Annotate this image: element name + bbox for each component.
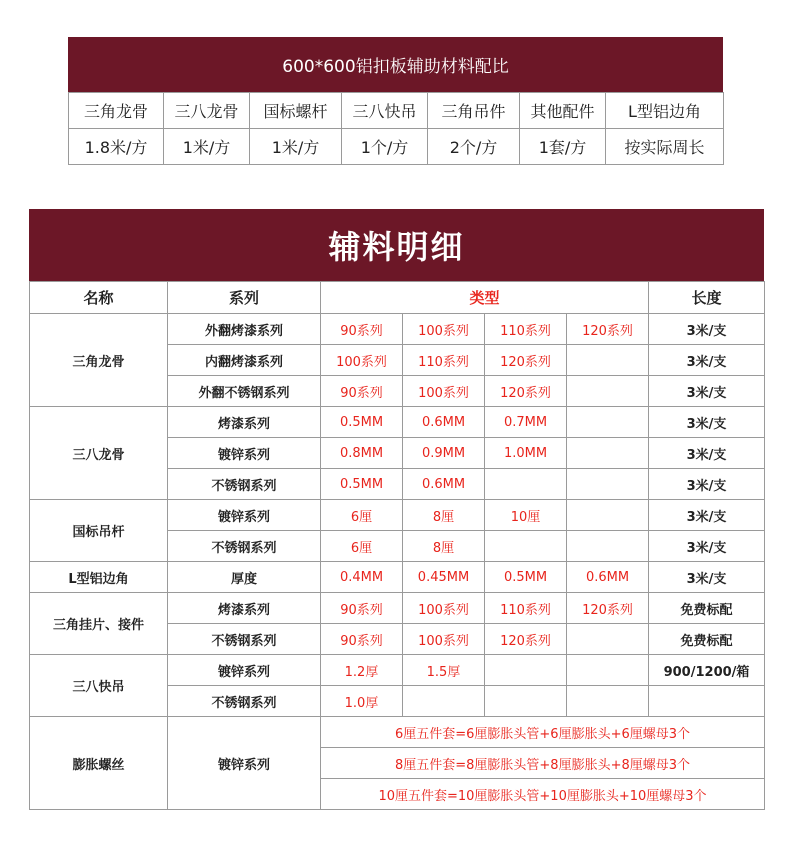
type-cell: 6厘 <box>321 500 403 531</box>
ratio-table <box>68 37 723 165</box>
length-cell: 3米/支 <box>649 562 765 593</box>
detail-header-row <box>30 282 765 314</box>
type-cell <box>567 624 649 655</box>
ratio-value: 1套/方 <box>520 129 606 165</box>
type-cell: 0.6MM <box>403 469 485 500</box>
type-cell: 90系列 <box>321 593 403 624</box>
type-cell: 90系列 <box>321 624 403 655</box>
ratio-value: 按实际周长 <box>606 129 724 165</box>
ratio-value: 2个/方 <box>428 129 520 165</box>
series-cell: 镀锌系列 <box>168 655 321 686</box>
ratio-header: L型铝边角 <box>606 93 724 129</box>
type-cell: 0.6MM <box>403 407 485 438</box>
detail-table <box>29 209 764 810</box>
ratio-header: 三角吊件 <box>428 93 520 129</box>
type-cell <box>567 376 649 407</box>
length-cell: 3米/支 <box>649 469 765 500</box>
type-cell <box>567 500 649 531</box>
series-cell: 烤漆系列 <box>168 593 321 624</box>
detail-row <box>30 407 765 438</box>
type-cell: 0.5MM <box>321 407 403 438</box>
series-cell: 烤漆系列 <box>168 407 321 438</box>
ratio-value: 1米/方 <box>250 129 342 165</box>
series-cell: 镀锌系列 <box>168 500 321 531</box>
length-cell: 3米/支 <box>649 438 765 469</box>
ratio-table-title: 600*600铝扣板辅助材料配比 <box>68 37 723 92</box>
type-cell <box>567 655 649 686</box>
type-cell: 0.45MM <box>403 562 485 593</box>
length-cell: 3米/支 <box>649 500 765 531</box>
type-cell: 1.0MM <box>485 438 567 469</box>
series-cell: 不锈钢系列 <box>168 624 321 655</box>
type-cell: 10厘 <box>485 500 567 531</box>
type-cell: 8厘 <box>403 531 485 562</box>
type-cell: 100系列 <box>403 593 485 624</box>
type-cell: 0.5MM <box>485 562 567 593</box>
type-cell: 0.6MM <box>567 562 649 593</box>
ratio-header: 国标螺杆 <box>250 93 342 129</box>
type-cell: 90系列 <box>321 314 403 345</box>
type-cell: 0.5MM <box>321 469 403 500</box>
type-cell: 0.7MM <box>485 407 567 438</box>
ratio-header: 三角龙骨 <box>69 93 164 129</box>
ratio-value: 1个/方 <box>342 129 428 165</box>
type-cell <box>567 345 649 376</box>
detail-table-title: 辅料明细 <box>29 209 764 281</box>
detail-row <box>30 655 765 686</box>
ratio-header: 其他配件 <box>520 93 606 129</box>
series-cell: 不锈钢系列 <box>168 469 321 500</box>
category-name: 三角龙骨 <box>30 314 168 407</box>
length-cell <box>649 686 765 717</box>
type-cell: 1.0厚 <box>321 686 403 717</box>
type-cell <box>567 686 649 717</box>
type-cell: 120系列 <box>485 376 567 407</box>
ratio-value: 1米/方 <box>164 129 250 165</box>
length-cell: 900/1200/箱 <box>649 655 765 686</box>
header-length: 长度 <box>649 282 765 314</box>
type-cell: 6厘 <box>321 531 403 562</box>
category-name: 三八龙骨 <box>30 407 168 500</box>
length-cell: 3米/支 <box>649 376 765 407</box>
type-cell: 100系列 <box>403 376 485 407</box>
type-cell <box>567 407 649 438</box>
type-cell: 0.9MM <box>403 438 485 469</box>
series-cell: 不锈钢系列 <box>168 531 321 562</box>
type-cell: 0.8MM <box>321 438 403 469</box>
category-name: 国标吊杆 <box>30 500 168 562</box>
type-cell <box>485 655 567 686</box>
ratio-value: 1.8米/方 <box>69 129 164 165</box>
type-cell: 100系列 <box>403 624 485 655</box>
category-name: 膨胀螺丝 <box>30 717 168 810</box>
type-cell: 1.5厚 <box>403 655 485 686</box>
header-type: 类型 <box>321 282 649 314</box>
bolt-kit-cell: 6厘五件套=6厘膨胀头管+6厘膨胀头+6厘螺母3个 <box>321 717 765 748</box>
length-cell: 免费标配 <box>649 593 765 624</box>
type-cell: 8厘 <box>403 500 485 531</box>
length-cell: 3米/支 <box>649 407 765 438</box>
series-cell: 不锈钢系列 <box>168 686 321 717</box>
series-cell: 内翻烤漆系列 <box>168 345 321 376</box>
series-cell: 外翻烤漆系列 <box>168 314 321 345</box>
length-cell: 3米/支 <box>649 345 765 376</box>
type-cell: 120系列 <box>567 314 649 345</box>
type-cell: 110系列 <box>485 314 567 345</box>
ratio-header: 三八龙骨 <box>164 93 250 129</box>
ratio-header-row <box>69 93 724 129</box>
series-cell: 厚度 <box>168 562 321 593</box>
category-name: L型铝边角 <box>30 562 168 593</box>
type-cell: 110系列 <box>403 345 485 376</box>
detail-row <box>30 593 765 624</box>
type-cell <box>567 469 649 500</box>
category-name: 三八快吊 <box>30 655 168 717</box>
type-cell <box>567 531 649 562</box>
detail-row <box>30 562 765 593</box>
type-cell <box>403 686 485 717</box>
type-cell: 1.2厚 <box>321 655 403 686</box>
series-cell: 镀锌系列 <box>168 438 321 469</box>
bolt-kit-cell: 8厘五件套=8厘膨胀头管+8厘膨胀头+8厘螺母3个 <box>321 748 765 779</box>
bolt-kit-cell: 10厘五件套=10厘膨胀头管+10厘膨胀头+10厘螺母3个 <box>321 779 765 810</box>
category-name: 三角挂片、接件 <box>30 593 168 655</box>
type-cell: 120系列 <box>485 345 567 376</box>
type-cell: 120系列 <box>567 593 649 624</box>
detail-row <box>30 314 765 345</box>
ratio-value-row <box>69 129 724 165</box>
type-cell: 90系列 <box>321 376 403 407</box>
type-cell: 0.4MM <box>321 562 403 593</box>
type-cell <box>485 531 567 562</box>
type-cell: 110系列 <box>485 593 567 624</box>
series-cell: 镀锌系列 <box>168 717 321 810</box>
header-name: 名称 <box>30 282 168 314</box>
length-cell: 3米/支 <box>649 531 765 562</box>
header-series: 系列 <box>168 282 321 314</box>
type-cell: 120系列 <box>485 624 567 655</box>
type-cell <box>485 686 567 717</box>
type-cell <box>567 438 649 469</box>
length-cell: 免费标配 <box>649 624 765 655</box>
type-cell: 100系列 <box>403 314 485 345</box>
series-cell: 外翻不锈钢系列 <box>168 376 321 407</box>
type-cell: 100系列 <box>321 345 403 376</box>
type-cell <box>485 469 567 500</box>
bolt-row <box>30 717 765 748</box>
ratio-header: 三八快吊 <box>342 93 428 129</box>
length-cell: 3米/支 <box>649 314 765 345</box>
detail-row <box>30 500 765 531</box>
